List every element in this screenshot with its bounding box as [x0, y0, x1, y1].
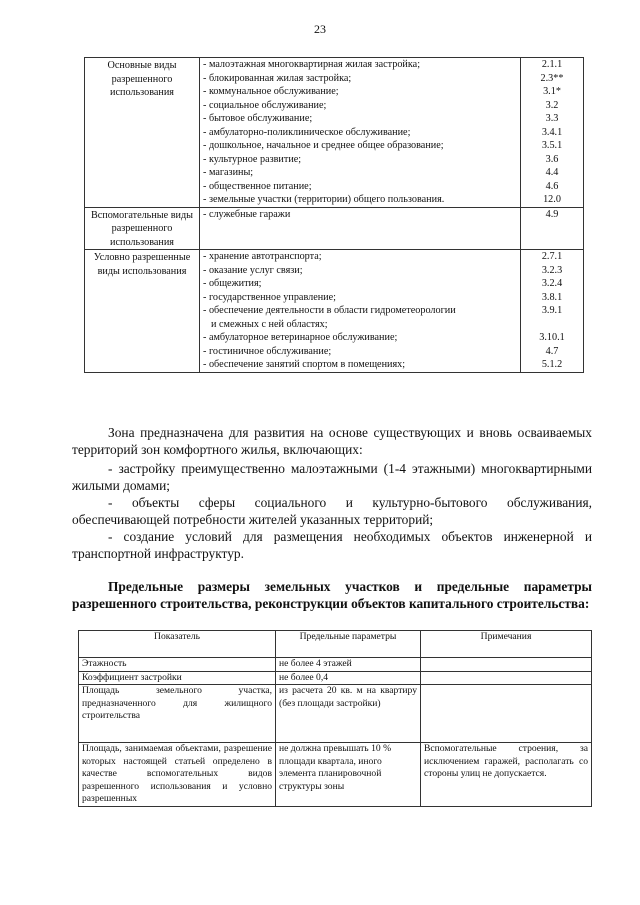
list-item: - обеспечение занятий спортом в помещениях; — [203, 359, 406, 370]
list-item: - малоэтажная многоквартирная жилая застройка; — [203, 59, 421, 70]
list-item: - блокированная жилая застройка; — [203, 72, 352, 84]
code-cell — [521, 250, 584, 373]
note-cell — [421, 658, 592, 672]
note-cell: Вспомогательные строения, за исключением гаражей, располагать со стороны улиц не допускается. — [421, 743, 592, 807]
use-code: 4.7 — [545, 345, 559, 357]
table-row — [79, 671, 592, 685]
use-code: 5.1.2 — [541, 359, 563, 370]
code-cell — [521, 207, 584, 250]
limits-heading: Предельные размеры земельных участков и предельные параметры разрешенного строительства, реконструкции объектов капитального строительства: — [72, 579, 592, 611]
column-header: Предельные параметры — [276, 631, 421, 658]
use-code: 3.8.1 — [541, 291, 563, 303]
use-code: 3.2.4 — [541, 278, 563, 289]
indicator-cell: Этажность — [79, 658, 276, 672]
use-code: 3.9.1 — [541, 305, 563, 316]
use-code: 2.3** — [540, 72, 564, 84]
use-code: 12.0 — [543, 194, 561, 205]
note-cell — [421, 685, 592, 743]
indicator-cell: Коэффициент застройки — [79, 671, 276, 685]
use-list-cell — [200, 207, 521, 250]
use-code: 3.10.1 — [539, 332, 565, 343]
list-item: - социальное обслуживание; — [203, 99, 327, 111]
list-item: - оказание услуг связи; — [203, 264, 303, 276]
table-header-row — [79, 631, 592, 658]
list-item: - общественное питание; — [203, 180, 312, 192]
use-code: 3.1* — [543, 86, 561, 97]
zone-bullet: - объекты сферы социального и культурно-бытового обслуживания, обеспечивающей потребности жителей указанных территорий; — [72, 495, 592, 527]
use-code: 4.9 — [545, 208, 559, 220]
column-header: Примечания — [421, 631, 592, 658]
use-code: 3.5.1 — [541, 140, 563, 151]
use-list-cell — [200, 250, 521, 373]
list-item: - амбулаторно-поликлиническое обслуживание; — [203, 126, 411, 138]
table-row — [79, 743, 592, 807]
list-item: - амбулаторное ветеринарное обслуживание; — [203, 332, 398, 343]
list-item: - государственное управление; — [203, 291, 336, 303]
list-item: - бытовое обслуживание; — [203, 113, 313, 124]
param-cell: не более 0,4 — [276, 671, 421, 685]
list-item: и смежных с ней областях; — [211, 318, 328, 330]
list-item: - общежития; — [203, 278, 262, 289]
use-code: 3.2 — [545, 99, 559, 111]
table-row — [85, 207, 584, 250]
use-list-cell — [200, 58, 521, 208]
indicator-cell: Площадь земельного участка, предназначенного для жилищного строительства — [79, 685, 276, 743]
limits-table — [78, 630, 592, 807]
table-row — [79, 658, 592, 672]
use-code: 3.2.3 — [541, 264, 563, 276]
table-row — [79, 685, 592, 743]
note-cell — [421, 671, 592, 685]
zone-intro: Зона предназначена для развития на основе существующих и вновь осваиваемых территорий зон комфортного жилья, включающих: — [72, 425, 592, 457]
use-code — [524, 318, 580, 332]
list-item: - магазины; — [203, 167, 254, 178]
use-code: 3.4.1 — [541, 126, 563, 138]
use-code: 4.4 — [545, 167, 559, 178]
category-cell: Вспомогательные виды разрешенного использования — [85, 207, 200, 250]
column-header: Показатель — [79, 631, 276, 658]
category-cell: Условно разрешенные виды использования — [85, 250, 200, 373]
use-code: 4.6 — [545, 180, 559, 192]
indicator-cell: Площадь, занимаемая объектами, разрешение которых настоящей статьей определено в качестве вспомогательных видов разрешенного использования и условно разрешенных — [79, 743, 276, 807]
permitted-use-table — [84, 57, 584, 373]
param-cell: не более 4 этажей — [276, 658, 421, 672]
list-item: - служебные гаражи — [203, 208, 291, 220]
use-code: 2.1.1 — [541, 59, 563, 70]
list-item: - обеспечение деятельности в области гидрометеорологии — [203, 305, 456, 316]
list-item: - земельные участки (территории) общего пользования. — [203, 194, 445, 205]
param-cell: не должна превышать 10 % площади квартала, иного элемента планировочной структуры зоны — [276, 743, 421, 807]
page-number: 23 — [314, 22, 326, 36]
param-cell: из расчета 20 кв. м на квартиру (без площади застройки) — [276, 685, 421, 743]
use-code: 2.7.1 — [541, 251, 563, 262]
table-row — [85, 58, 584, 208]
list-item: - дошкольное, начальное и среднее общее образование; — [203, 140, 444, 151]
category-cell: Основные виды разрешенного использования — [85, 58, 200, 208]
list-item: - гостиничное обслуживание; — [203, 345, 332, 357]
list-item: - культурное развитие; — [203, 153, 302, 165]
code-cell — [521, 58, 584, 208]
use-code: 3.6 — [545, 153, 559, 165]
zone-bullet: - создание условий для размещения необходимых объектов инженерной и транспортной инфраструктур. — [72, 529, 592, 561]
use-code: 3.3 — [545, 113, 559, 124]
list-item: - хранение автотранспорта; — [203, 251, 322, 262]
list-item: - коммунальное обслуживание; — [203, 86, 339, 97]
table-row — [85, 250, 584, 373]
zone-bullet: - застройку преимущественно малоэтажными (1-4 этажными) многоквартирными жилыми домами; — [72, 461, 592, 493]
